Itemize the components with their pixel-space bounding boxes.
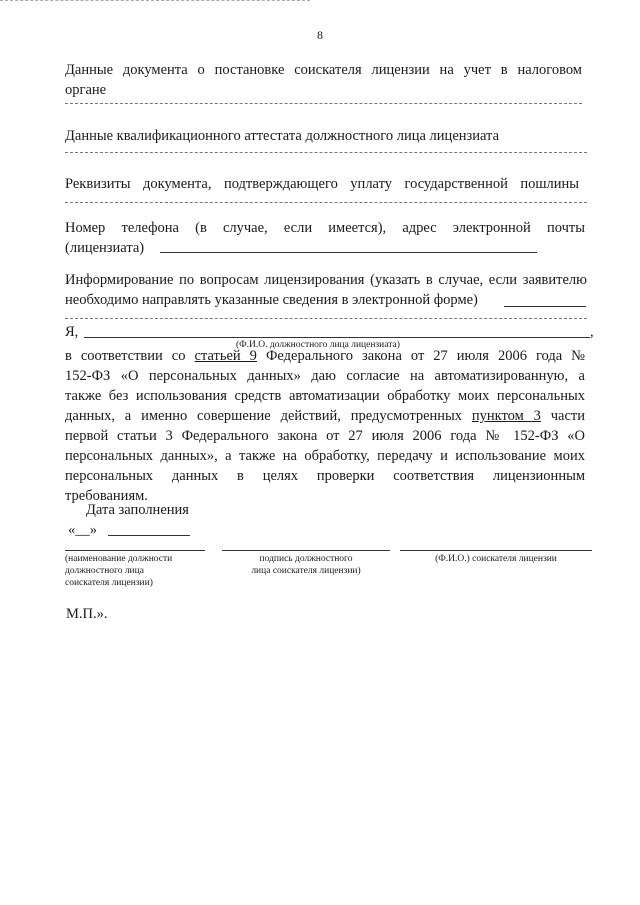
date-quote: «__» (68, 522, 97, 538)
consent-ya: Я, (65, 324, 79, 340)
tax-fill-line[interactable] (65, 103, 582, 104)
date-label: Дата заполнения (86, 502, 189, 518)
fio-applicant-caption: (Ф.И.О.) соискателя лицензии (435, 554, 557, 564)
signature-line[interactable] (222, 550, 390, 551)
inform-fill-line-2[interactable] (65, 318, 587, 319)
inform-fill-line[interactable] (504, 306, 586, 307)
consent-line5: первой статьи 3 Федерального закона от 27 июля 2006 года № 152-ФЗ «О (65, 428, 585, 444)
date-fill-line[interactable] (108, 535, 190, 536)
point-3-link[interactable]: пунктом 3 (471, 408, 541, 424)
page-number: 8 (317, 28, 323, 42)
stamp-place: М.П.». (66, 606, 108, 622)
fio-caption: (Ф.И.О. должностного лица лицензиата) (236, 340, 400, 350)
scan-top-mark (0, 0, 310, 1)
inform-label-line2: необходимо направлять указанные сведения в электронной форме) (65, 292, 478, 308)
consent-comma: , (590, 324, 594, 340)
consent-line2: 152-ФЗ «О персональных данных» даю согласие на автоматизированную, а (65, 368, 585, 384)
consent-line6: персональных данных», а также на обработку, передачу и использование моих (65, 448, 585, 464)
consent-line7: персональных данных в целях проверки соответствия лицензионным (65, 468, 585, 484)
consent-line4: данных, а именно совершение действий, предусмотренных пунктом 3 части (65, 408, 585, 424)
attestat-label: Данные квалификационного аттестата должностного лица лицензиата (65, 128, 500, 144)
attestat-fill-line[interactable] (65, 152, 587, 153)
fio-applicant-line[interactable] (400, 550, 592, 551)
consent-line1: в соответствии со статьей 9 Федерального закона от 27 июля 2006 года № (65, 348, 586, 364)
position-caption: (наименование должности должностного лица соискателя лицензии) (65, 554, 173, 588)
consent-line3: также без использования средств автоматизации обработку моих персональных (65, 388, 585, 404)
phone-fill-line[interactable] (160, 252, 537, 253)
tax-label-line2: органе (65, 82, 107, 98)
payment-fill-line[interactable] (65, 202, 587, 203)
article-9-link[interactable]: статьей 9 (194, 348, 257, 364)
fio-fill-line[interactable] (84, 337, 590, 338)
inform-label-line1: Информирование по вопросам лицензирования (указать в случае, если заявителю (65, 272, 587, 288)
position-line[interactable] (65, 550, 205, 551)
signature-caption: подпись должностного лица соискателя лицензии) (251, 554, 361, 576)
phone-label-line2: (лицензиата) (65, 240, 145, 256)
payment-label: Реквизиты документа, подтверждающего уплату государственной пошлины (65, 176, 579, 192)
consent-line8: требованиям. (65, 488, 148, 504)
phone-label-line1: Номер телефона (в случае, если имеется), адрес электронной почты (65, 220, 585, 236)
tax-label-line1: Данные документа о постановке соискателя лицензии на учет в налоговом (65, 62, 582, 78)
